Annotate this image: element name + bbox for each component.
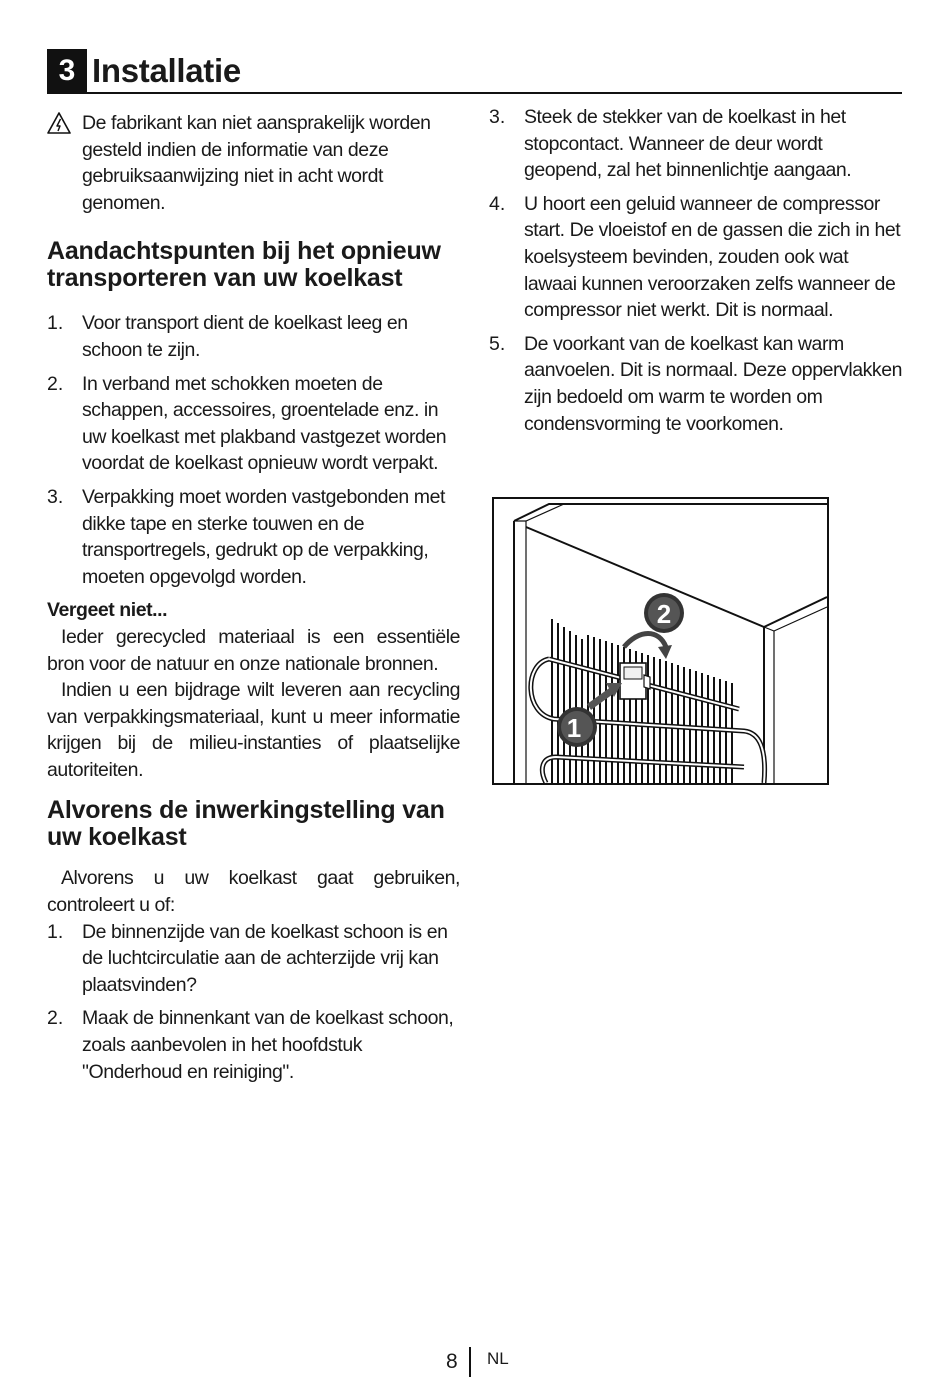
chapter-header [47,47,902,94]
right-column [489,104,905,437]
chapter-title: Installatie [92,52,241,89]
list-number: 1. [47,920,64,943]
list-text: Voor transport dient de koelkast leeg en schoon te zijn. [82,312,408,361]
transport-heading: Aandachtspunten bij het opnieuw transporteren van uw koelkast [47,237,441,293]
figure-badge-2: 2 [656,599,672,629]
warning-note [47,110,460,216]
list-number: 4. [489,192,506,215]
list-number: 3. [489,106,506,128]
list-text: Steek de stekker van de koelkast in het stopcontact. Wanneer de deur wordt geopend, zal het binnenlichtje aangaan. [524,106,852,182]
transport-list [47,310,460,590]
list-number: 5. [489,332,506,355]
list-item [47,371,460,477]
list-text: De binnenzijde van de koelkast schoon is en de luchtcirculatie aan de achterzijde vrij kan plaatsvinden? [82,920,448,996]
list-item [47,919,460,999]
illustration-svg [494,499,827,783]
startup-list [489,104,905,437]
warning-icon [47,112,71,134]
list-item [489,191,905,324]
list-number: 3. [47,485,64,508]
page-footer [0,1345,950,1385]
list-text: In verband met schokken moeten de schappen, accessoires, groentelade enz. in uw koelkast met plakband vastgezet worden voordat de koelkast opnieuw wordt verpakt. [82,372,447,475]
fridge-back-illustration [492,497,829,785]
remember-heading: Vergeet niet... [47,599,168,622]
list-item [47,484,460,590]
before-use-list [47,919,460,1086]
list-text: Verpakking moet worden vastgebonden met dikke tape en sterke touwen en de transportregels, gedrukt op de verpakking, moeten opgevolgd worden. [82,485,445,588]
page-number: 8 [446,1350,458,1373]
list-number: 2. [47,1007,64,1030]
footer-divider [469,1347,471,1377]
list-item [489,104,905,184]
list-item [489,331,905,437]
left-column [47,110,460,1085]
list-item [47,310,460,363]
remember-paragraph-1: Ieder gerecycled materiaal is een essentiële bron voor de natuur en onze nationale bronnen. [47,625,460,675]
before-use-heading: Alvorens de inwerkingstelling van uw koelkast [47,796,445,852]
warning-text: De fabrikant kan niet aansprakelijk worden gesteld indien de informatie van deze gebruiksaanwijzing niet in acht wordt genomen. [82,112,431,214]
before-use-intro: Alvorens u uw koelkast gaat gebruiken, controleert u of: [47,867,460,917]
language-code: NL [487,1349,509,1368]
list-item [47,1005,460,1085]
list-number: 2. [47,372,64,395]
list-number: 1. [47,312,64,335]
list-text: U hoort een geluid wanneer de compressor start. De vloeistof en de gassen die zich in het koelsysteem bevinden, zouden ook wat lawaai kunnen veroorzaken zelfs wanneer de compressor niet werkt. Dit is normaal. [524,192,901,322]
list-text: Maak de binnenkant van de koelkast schoon, zoals aanbevolen in het hoofdstuk "Onderhoud en reiniging". [82,1007,454,1083]
remember-paragraph-2: Indien u een bijdrage wilt leveren aan recycling van verpakkingsmateriaal, kunt u meer informatie krijgen bij de milieu-instanties of plaatselijke autoriteiten. [47,679,460,781]
list-text: De voorkant van de koelkast kan warm aanvoelen. Dit is normaal. Deze oppervlakken zijn bedoeld om warm te worden om condensvorming te voorkomen. [524,332,902,435]
chapter-number: 3 [47,49,87,92]
figure-badge-1: 1 [566,713,582,743]
